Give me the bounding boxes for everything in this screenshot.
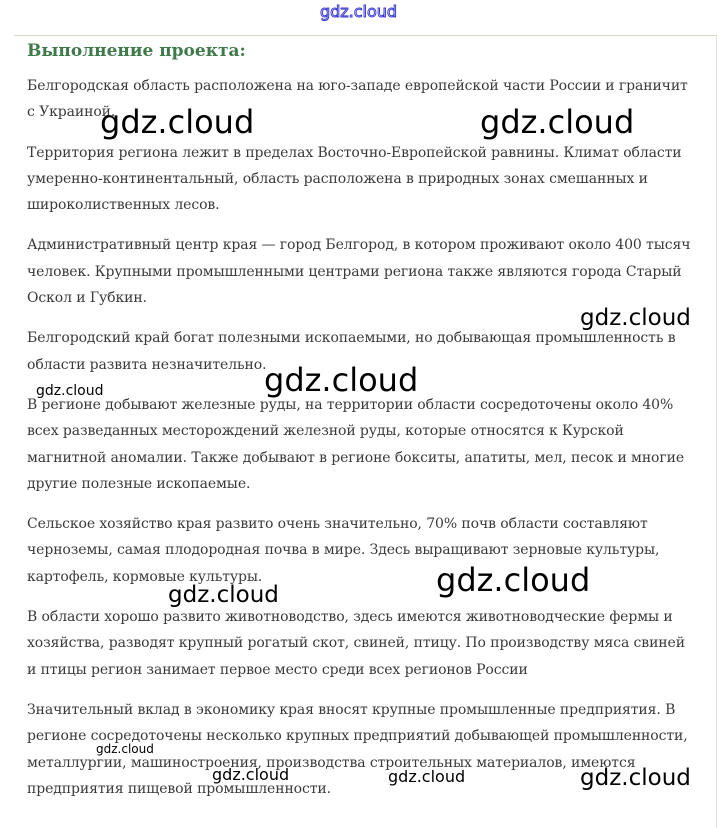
watermark: gdz.cloud bbox=[480, 103, 635, 141]
watermark: gdz.cloud bbox=[168, 582, 279, 608]
site-watermark: gdz.cloud bbox=[319, 2, 398, 21]
watermark: gdz.cloud bbox=[388, 767, 466, 786]
paragraph: Значительный вклад в экономику края вносят крупные промышленные предприятия. В регионе сосредоточены несколько крупных предприятий добывающей промышленности, металлургии, машиностроения, производства строительных материалов, имеются предприятия пищевой промышленности. bbox=[27, 701, 688, 797]
watermark: gdz.cloud bbox=[36, 383, 104, 399]
watermark: gdz.cloud bbox=[580, 765, 691, 791]
watermark: gdz.cloud bbox=[580, 305, 691, 331]
paragraph: Сельское хозяйство края развито очень значительно, 70% почв области составляют черноземы, самая плодородная почва в мире. Здесь выращивают зерновые культуры, картофель, кормовые культуры. bbox=[27, 516, 660, 585]
header-divider bbox=[14, 35, 717, 36]
watermark: gdz.cloud bbox=[96, 742, 154, 756]
watermark: gdz.cloud bbox=[436, 561, 591, 599]
watermark: gdz.cloud bbox=[212, 765, 290, 784]
paragraph: Белгородская область расположена на юго-западе европейской части России и граничит с Украиной. bbox=[27, 78, 688, 121]
paragraph: Административный центр края — город Белгород, в котором проживают около 400 тысяч человек. Крупными промышленными центрами региона также являются города Старый Оскол и Губкин. bbox=[27, 237, 691, 307]
paragraph: В области хорошо развито животноводство, здесь имеются животноводческие фермы и хозяйства, разводят крупный рогатый скот, свиней, птицу. По производству мяса свиней и птицы регион занимает первое место среди всех регионов России bbox=[27, 609, 685, 678]
article-content bbox=[27, 38, 697, 816]
watermark: gdz.cloud bbox=[100, 103, 255, 141]
paragraph: Белгородский край богат полезными ископаемыми, но добывающая промышленность в области развита незначительно. bbox=[27, 330, 676, 373]
paragraph: В регионе добывают железные руды, на территории области сосредоточены около 40% всех разведанных месторождений железной руды, которые относятся к Курской магнитной аномалии. Также добывают в регионе бокситы, апатиты, мел, песок и многие другие полезные ископаемые. bbox=[27, 396, 685, 492]
section-title: Выполнение проекта: bbox=[27, 41, 246, 61]
paragraph: Территория региона лежит в пределах Восточно-Европейской равнины. Климат области умеренно-континентальный, область расположена в природных зонах смешанных и широколиственных лесов. bbox=[27, 144, 682, 214]
watermark: gdz.cloud bbox=[264, 361, 419, 399]
